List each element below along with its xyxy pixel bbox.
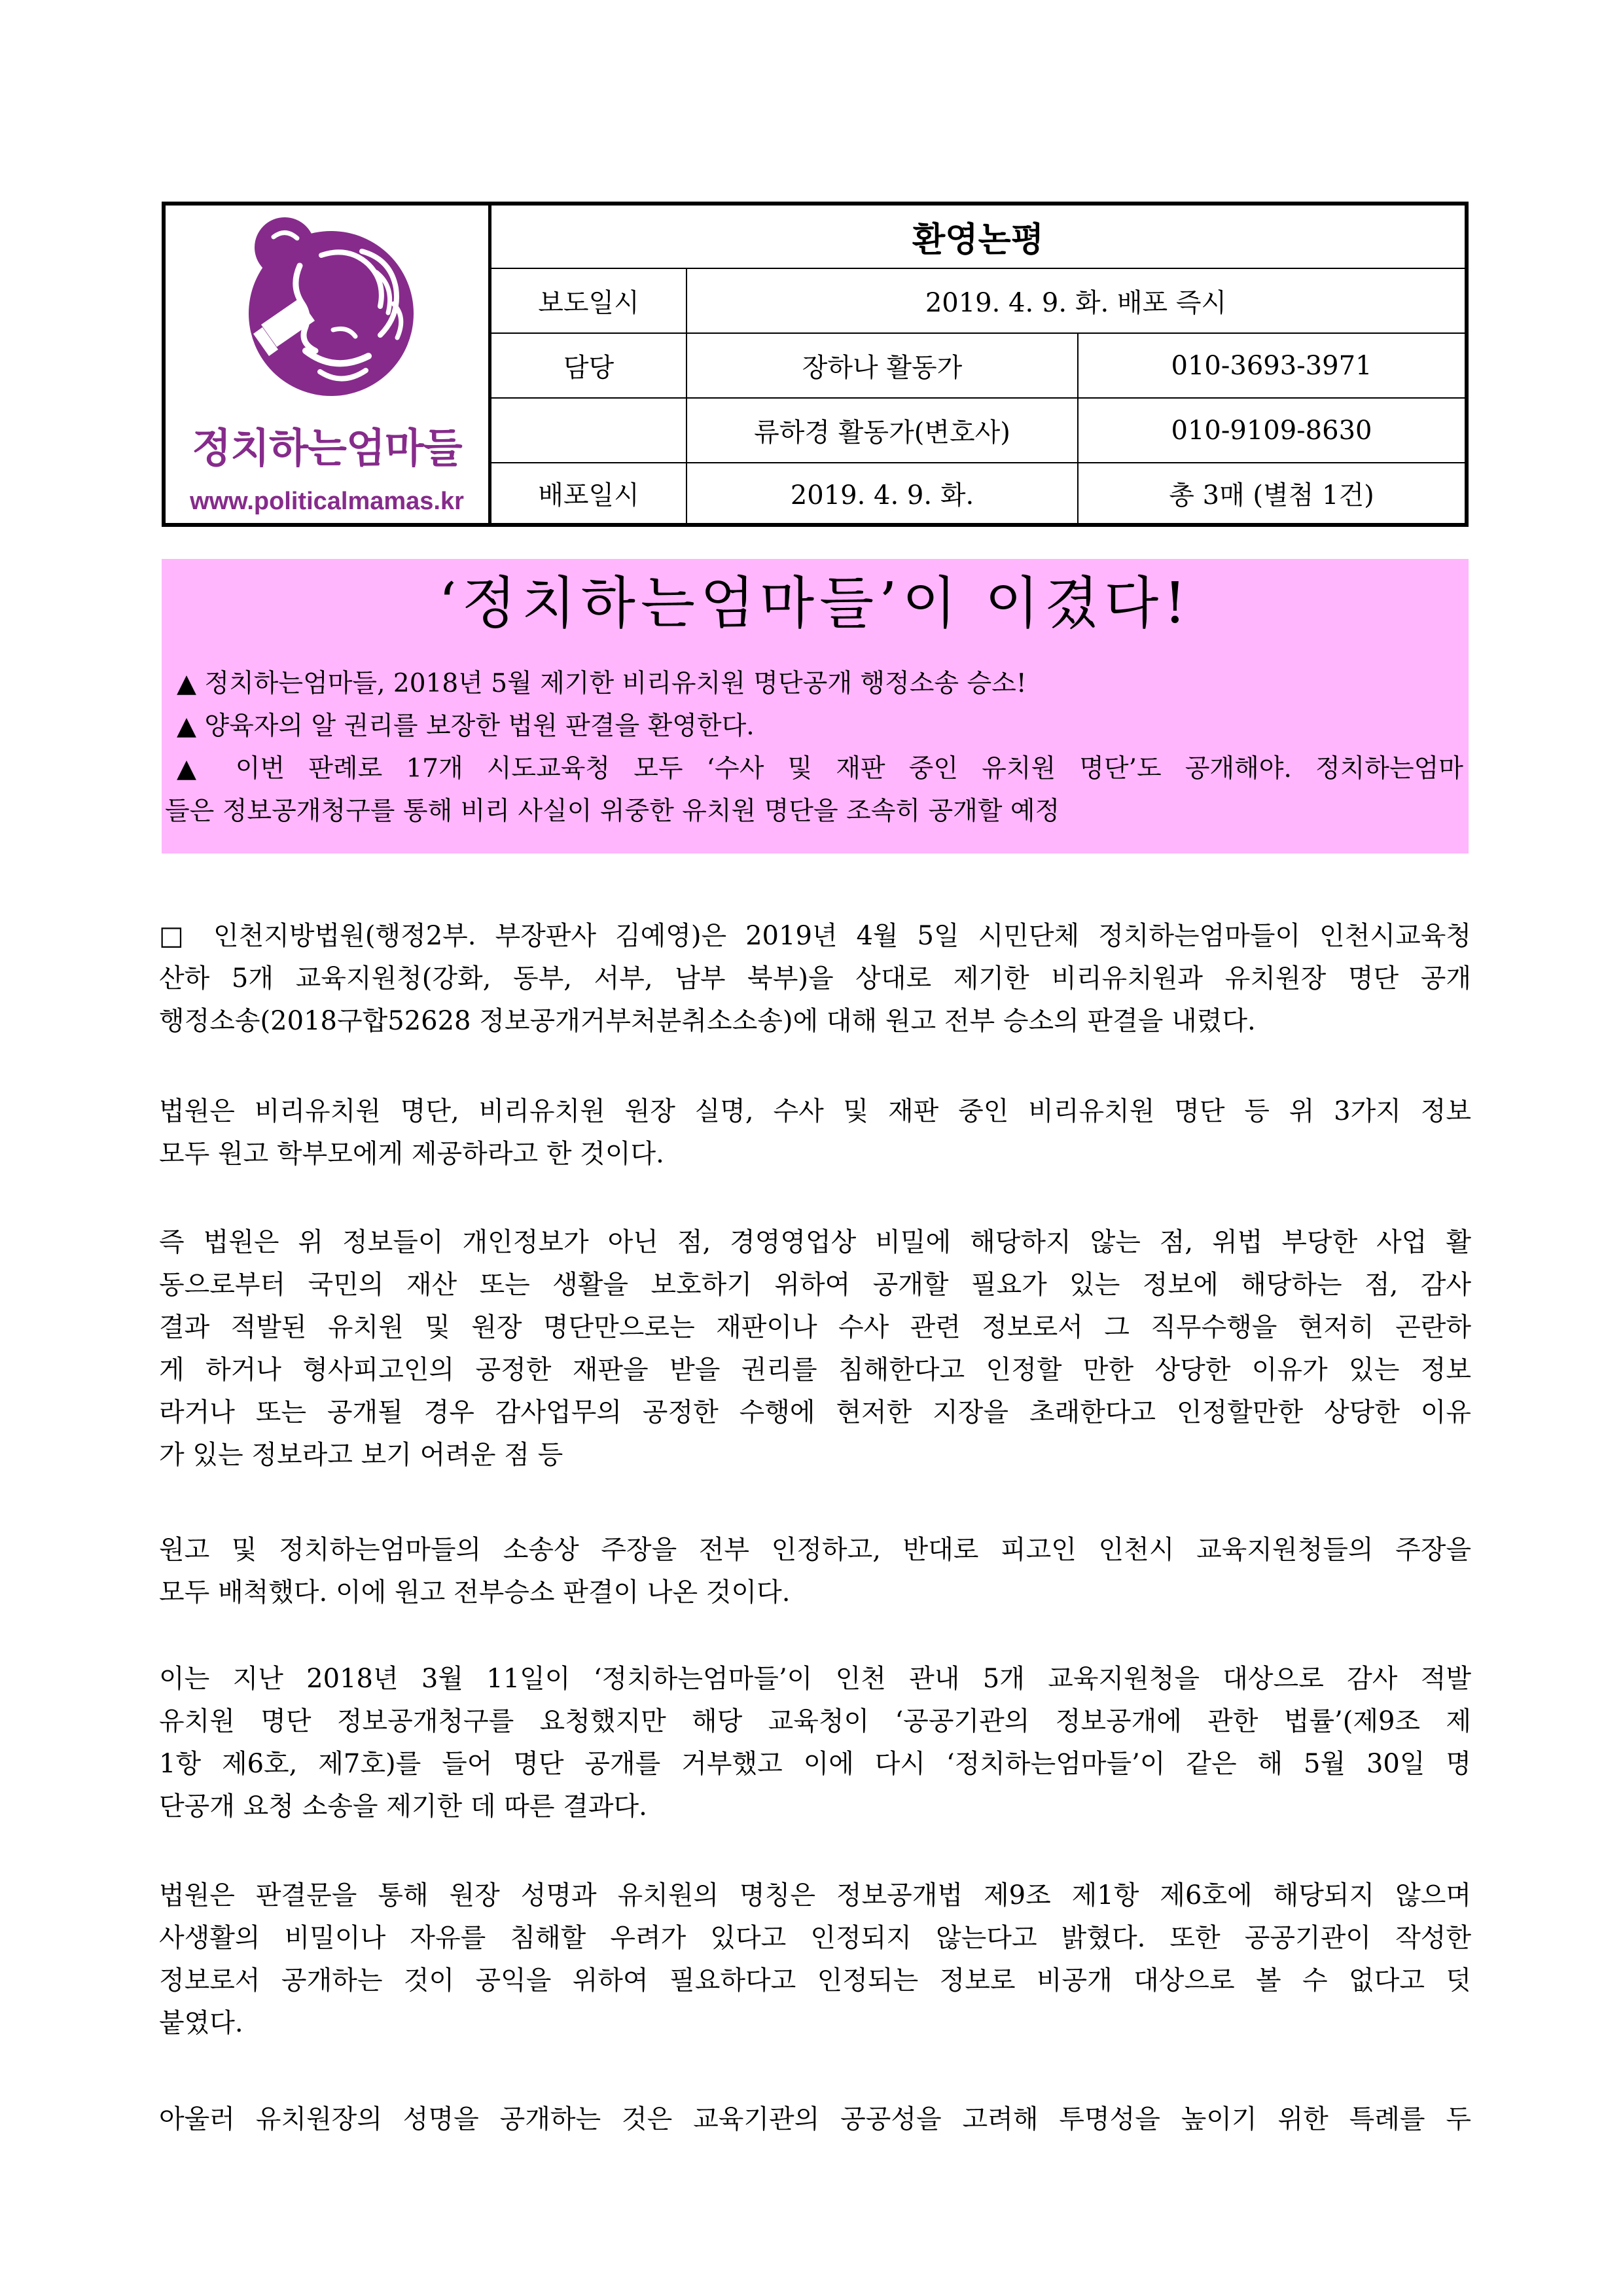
text-line: □ 인천지방법원(행정2부. 부장판사 김예영)은 2019년 4월 5일 시민단체 정치하는엄마들이 인천시교육청 — [159, 921, 1471, 951]
header-table — [162, 202, 1469, 527]
text-line: 결과 적발된 유치원 및 원장 명단만으로는 재판이나 수사 관련 정보로서 그 직무수행을 현저히 곤란하 — [159, 1312, 1471, 1342]
text-line: 1항 제6호, 제7호)를 들어 명단 공개를 거부했고 이에 다시 ‘정치하는엄마들’이 같은 해 5월 30일 명 — [159, 1749, 1471, 1779]
logo-cell — [166, 206, 488, 523]
contact-name: 류하경 활동가(변호사) — [686, 397, 1077, 462]
mother-megaphone-icon — [166, 206, 488, 523]
text-line: 원고 및 정치하는엄마들의 소송상 주장을 전부 인정하고, 반대로 피고인 인천시 교육지원청들의 주장을 — [159, 1535, 1471, 1565]
bullet-line: ▲ 양육자의 알 권리를 보장한 법원 판결을 환영한다. — [177, 711, 755, 741]
text-line: 이는 지난 2018년 3월 11일이 ‘정치하는엄마들’이 인천 관내 5개 교육지원청을 대상으로 감사 적발 — [159, 1664, 1471, 1694]
text-line: 법원은 판결문을 통해 원장 성명과 유치원의 명칭은 정보공개법 제9조 제1항 제6호에 해당되지 않으며 — [159, 1880, 1471, 1910]
text-line: 가 있는 정보라고 보기 어려운 점 등 — [159, 1440, 563, 1470]
body-paragraph — [159, 1874, 1471, 2045]
headline-bullets — [162, 662, 1469, 833]
text-line: 단공개 요청 소송을 제기한 데 따른 결과다. — [159, 1791, 647, 1821]
contact-label-empty — [491, 397, 686, 462]
contact-name: 장하나 활동가 — [686, 332, 1077, 397]
bullet-line: ▲ 이번 판례로 17개 시도교육청 모두 ‘수사 및 재판 중인 유치원 명단’도 공개해야. 정치하는엄마 — [177, 754, 1463, 783]
text-line: 라거나 또는 공개될 경우 감사업무의 공정한 수행에 현저한 지장을 초래한다고 인정할만한 상당한 이유 — [159, 1397, 1471, 1427]
release-label: 보도일시 — [491, 268, 686, 332]
text-line: 즉 법원은 위 정보들이 개인정보가 아닌 점, 경영영업상 비밀에 해당하지 않는 점, 위법 부당한 사업 활 — [159, 1227, 1471, 1257]
text-line: 모두 원고 학부모에게 제공하라고 한 것이다. — [159, 1139, 664, 1169]
bullet-line: 들은 정보공개청구를 통해 비리 사실이 위중한 유치원 명단을 조속히 공개할 예정 — [165, 797, 1060, 826]
text-line: 사생활의 비밀이나 자유를 침해할 우려가 있다고 인정되지 않는다고 밝혔다. 또한 공공기관이 작성한 — [159, 1923, 1471, 1953]
contact-label: 담당 — [491, 332, 686, 397]
headline-title: ‘정치하는엄마들’이 이겼다! — [438, 571, 1192, 636]
text-line: 붙였다. — [159, 2008, 243, 2038]
text-line: 게 하거나 형사피고인의 공정한 재판을 받을 권리를 침해한다고 인정할 만한 상당한 이유가 있는 정보 — [159, 1355, 1471, 1385]
release-value: 2019. 4. 9. 화. 배포 즉시 — [686, 268, 1465, 332]
distribution-date: 2019. 4. 9. 화. — [686, 462, 1077, 523]
logo-url: www.politicalmamas.kr — [190, 488, 464, 515]
bullet-line: ▲ 정치하는엄마들, 2018년 5월 제기한 비리유치원 명단공개 행정소송 승소! — [177, 669, 1027, 698]
text-line: 동으로부터 국민의 재산 또는 생활을 보호하기 위하여 공개할 필요가 있는 정보에 해당하는 점, 감사 — [159, 1270, 1471, 1300]
distribution-label: 배포일시 — [491, 462, 686, 523]
body-paragraph — [159, 1658, 1471, 1828]
text-line: 법원은 비리유치원 명단, 비리유치원 원장 실명, 수사 및 재판 중인 비리유치원 명단 등 위 3가지 정보 — [159, 1096, 1471, 1126]
distribution-pages: 총 3매 (별첨 1건) — [1077, 462, 1465, 523]
contact-phone: 010-3693-3971 — [1077, 332, 1465, 397]
body-paragraph — [159, 915, 1471, 1043]
text-line: 유치원 명단 정보공개청구를 요청했지만 해당 교육청이 ‘공공기관의 정보공개에 관한 법률’(제9조 제 — [159, 1706, 1471, 1736]
body-paragraph — [159, 1090, 1471, 1175]
headline-box — [162, 559, 1469, 853]
release-info-grid — [488, 206, 1465, 523]
text-line: 정보로서 공개하는 것이 공익을 위하여 필요하다고 인정되는 정보로 비공개 대상으로 볼 수 없다고 덧 — [159, 1965, 1471, 1996]
contact-phone: 010-9109-8630 — [1077, 397, 1465, 462]
text-line: 행정소송(2018구합52628 정보공개거부처분취소소송)에 대해 원고 전부 승소의 판결을 내렸다. — [159, 1006, 1256, 1036]
text-line: 산하 5개 교육지원청(강화, 동부, 서부, 남부 북부)을 상대로 제기한 비리유치원과 유치원장 명단 공개 — [159, 963, 1471, 994]
logo-name: 정치하는엄마들 — [192, 424, 462, 472]
body-paragraph — [159, 2098, 1471, 2141]
text-line: 모두 배척했다. 이에 원고 전부승소 판결이 나온 것이다. — [159, 1577, 791, 1607]
text-line: 아울러 유치원장의 성명을 공개하는 것은 교육기관의 공공성을 고려해 투명성을 높이기 위한 특례를 두 — [159, 2104, 1471, 2134]
document-type-title: 환영논평 — [912, 220, 1044, 260]
body-paragraph — [159, 1529, 1471, 1614]
body-paragraph — [159, 1221, 1471, 1477]
